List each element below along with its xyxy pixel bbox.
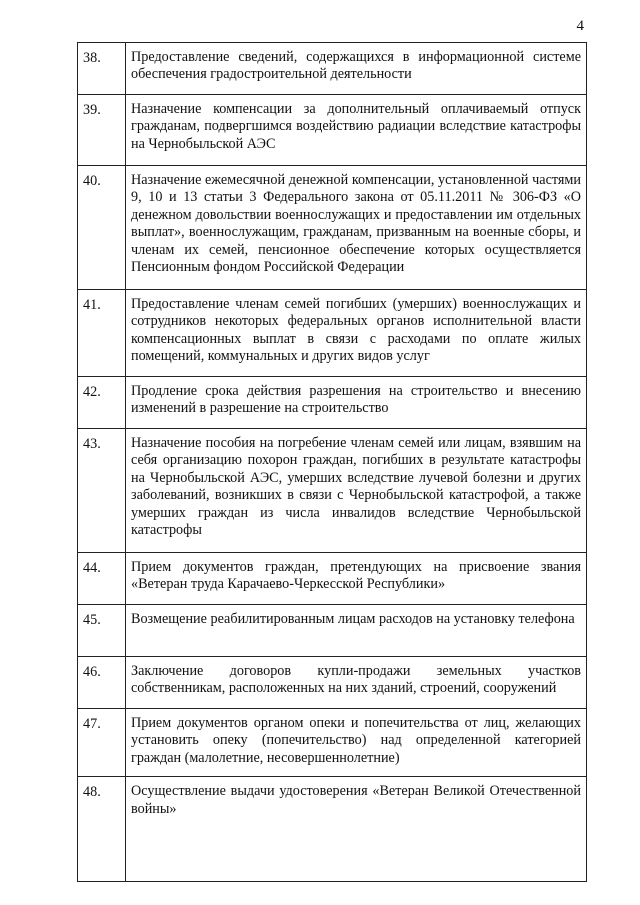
table-row (78, 290, 587, 377)
row-text: Возмещение реабилитированным лицам расходов на установку телефона (126, 605, 587, 657)
table-row (78, 166, 587, 290)
row-text: Осуществление выдачи удостоверения «Ветеран Великой Отечественной войны» (126, 777, 587, 882)
table-row (78, 43, 587, 95)
table-row (78, 95, 587, 166)
row-text: Предоставление сведений, содержащихся в информационной системе обеспечения градостроительной деятельности (126, 43, 587, 95)
table-row (78, 657, 587, 709)
services-table (77, 42, 587, 882)
row-number: 45. (78, 605, 126, 657)
row-number: 44. (78, 553, 126, 605)
row-number: 38. (78, 43, 126, 95)
table-row (78, 777, 587, 882)
row-number: 39. (78, 95, 126, 166)
row-text: Прием документов органом опеки и попечительства от лиц, желающих установить опеку (попечительство) над определенной категорией граждан (малолетние, несовершеннолетние) (126, 709, 587, 777)
row-text: Заключение договоров купли-продажи земельных участков собственникам, расположенных на них зданий, строений, сооружений (126, 657, 587, 709)
row-text: Предоставление членам семей погибших (умерших) военнослужащих и сотрудников некоторых федеральных органов исполнительной власти компенсационных выплат в связи с расходами по оплате жилых помещений, коммунальных и других видов услуг (126, 290, 587, 377)
row-number: 43. (78, 429, 126, 553)
table-row (78, 377, 587, 429)
row-number: 46. (78, 657, 126, 709)
table-row (78, 605, 587, 657)
row-number: 47. (78, 709, 126, 777)
row-text: Назначение пособия на погребение членам семей или лицам, взявшим на себя организацию похорон граждан, погибших в результате катастрофы на Чернобыльской АЭС, умерших вследствие лучевой болезни и других заболеваний, возникших в связи с Чернобыльской катастрофой, а также умерших граждан из числа инвалидов вследствие Чернобыльской катастрофы (126, 429, 587, 553)
row-number: 48. (78, 777, 126, 882)
row-text: Продление срока действия разрешения на строительство и внесению изменений в разрешение на строительство (126, 377, 587, 429)
table-row (78, 429, 587, 553)
row-text: Прием документов граждан, претендующих на присвоение звания «Ветеран труда Карачаево-Черкесской Республики» (126, 553, 587, 605)
table-row (78, 553, 587, 605)
row-number: 42. (78, 377, 126, 429)
row-text: Назначение ежемесячной денежной компенсации, установленной частями 9, 10 и 13 статьи 3 Федерального закона от 05.11.2011 № 306-ФЗ «О денежном довольствии военнослужащих и предоставлении им отдельных выплат», военнослужащим, гражданам, призванным на военные сборы, и членам их семей, пенсионное обеспечение которых осуществляется Пенсионным фондом Российской Федерации (126, 166, 587, 290)
row-number: 40. (78, 166, 126, 290)
row-text: Назначение компенсации за дополнительный оплачиваемый отпуск гражданам, подвергшимся воздействию радиации вследствие катастрофы на Чернобыльской АЭС (126, 95, 587, 166)
table-row (78, 709, 587, 777)
page-number: 4 (576, 18, 584, 34)
row-number: 41. (78, 290, 126, 377)
